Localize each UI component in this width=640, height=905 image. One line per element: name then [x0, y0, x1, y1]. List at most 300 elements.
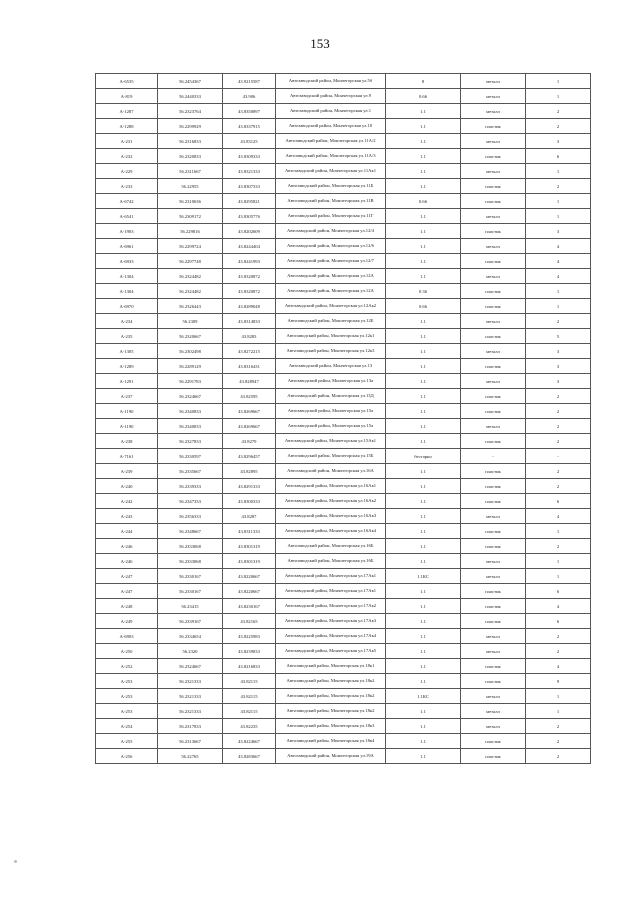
container-volume-cell: 1.1 — [386, 464, 461, 479]
address-cell: Автозаводский район, Мончегорская ул.9 — [276, 89, 386, 104]
container-volume-cell: 1.1 — [386, 524, 461, 539]
longitude-cell: 43.8314833 — [223, 314, 276, 329]
site-id-cell: А-238 — [96, 434, 158, 449]
table-row — [96, 329, 591, 344]
table-row — [96, 719, 591, 734]
container-material-cell: пластик — [461, 659, 526, 674]
table-row — [96, 419, 591, 434]
container-count-cell: 2 — [526, 404, 591, 419]
longitude-cell: 43.8301319 — [223, 539, 276, 554]
container-material-cell: металл — [461, 239, 526, 254]
site-id-cell: А-249 — [96, 614, 158, 629]
table-row — [96, 179, 591, 194]
address-cell: Автозаводский район, Мончегорская ул.12к1 — [276, 329, 386, 344]
address-cell: Автозаводский район, Мончегорская ул.12к3 — [276, 344, 386, 359]
table-row — [96, 464, 591, 479]
address-cell: Автозаводский район, Мончегорская ул.12/4 — [276, 224, 386, 239]
latitude-cell: 56.2333068 — [158, 539, 223, 554]
container-volume-cell: 1.1 — [386, 674, 461, 689]
container-count-cell: 2 — [526, 389, 591, 404]
site-id-cell: А-247 — [96, 584, 158, 599]
latitude-cell: 56.2330597 — [158, 449, 223, 464]
container-material-cell: металл — [461, 554, 526, 569]
longitude-cell: 43.8311333 — [223, 524, 276, 539]
table-row — [96, 404, 591, 419]
container-count-cell: 4 — [526, 599, 591, 614]
container-count-cell: 1 — [526, 524, 591, 539]
site-id-cell: А-247 — [96, 569, 158, 584]
address-cell: Автозаводский район, Мончегорская ул.16Ак3 — [276, 509, 386, 524]
container-volume-cell: 1.1 — [386, 704, 461, 719]
container-count-cell: 1 — [526, 569, 591, 584]
container-volume-cell: 1.1 — [386, 629, 461, 644]
latitude-cell: 56.2289129 — [158, 359, 223, 374]
site-id-cell: А-243 — [96, 509, 158, 524]
longitude-cell: 43.8300333 — [223, 494, 276, 509]
table-body — [96, 74, 591, 764]
container-volume-cell: 1.1 — [386, 224, 461, 239]
container-volume-cell: 1.1 — [386, 599, 461, 614]
container-volume-cell: 0.66 — [386, 194, 461, 209]
longitude-cell: 43.8241993 — [223, 254, 276, 269]
address-cell: Автозаводский район, Мончегорская ул.15Б — [276, 449, 386, 464]
table-row — [96, 224, 591, 239]
longitude-cell: 43.8269667 — [223, 404, 276, 419]
container-count-cell: 6 — [526, 494, 591, 509]
latitude-cell: 56.2313667 — [158, 734, 223, 749]
site-id-cell: А-244 — [96, 524, 158, 539]
latitude-cell: 56.2309172 — [158, 209, 223, 224]
latitude-cell: 56.2327833 — [158, 434, 223, 449]
container-count-cell: 1 — [526, 689, 591, 704]
site-id-cell: А-239 — [96, 464, 158, 479]
address-cell: Автозаводский район, Мончегорская ул.10 — [276, 119, 386, 134]
container-material-cell: металл — [461, 314, 526, 329]
site-id-cell: А-250 — [96, 644, 158, 659]
container-volume-cell: 1.1 — [386, 179, 461, 194]
longitude-cell: 43.8220667 — [223, 569, 276, 584]
longitude-cell: 43.8283667 — [223, 749, 276, 764]
container-count-cell: 9 — [526, 674, 591, 689]
table-row — [96, 704, 591, 719]
longitude-cell: 43.8269667 — [223, 419, 276, 434]
container-volume-cell: 1.1 — [386, 404, 461, 419]
latitude-cell: 56.2309 — [158, 314, 223, 329]
longitude-cell: 43.8350897 — [223, 104, 276, 119]
site-id-cell: А-253 — [96, 674, 158, 689]
site-id-cell: А-253 — [96, 689, 158, 704]
container-material-cell: пластик — [461, 329, 526, 344]
latitude-cell: 56.2330167 — [158, 584, 223, 599]
container-count-cell: 2 — [526, 749, 591, 764]
table-row — [96, 359, 591, 374]
table-row — [96, 524, 591, 539]
latitude-cell: 56.2339333 — [158, 479, 223, 494]
longitude-cell: 43.9215587 — [223, 74, 276, 89]
container-count-cell: 3 — [526, 344, 591, 359]
address-cell: Автозаводский район, Мончегорская ул.11Г — [276, 209, 386, 224]
address-cell: Автозаводский район, Мончегорская ул.11Б — [276, 179, 386, 194]
latitude-cell: 56.2299929 — [158, 119, 223, 134]
container-material-cell: металл — [461, 374, 526, 389]
container-volume-cell: 1.1 — [386, 149, 461, 164]
container-count-cell: 2 — [526, 644, 591, 659]
site-id-cell: А-252 — [96, 659, 158, 674]
longitude-cell: 43.82595 — [223, 389, 276, 404]
container-volume-cell: 1.1 — [386, 584, 461, 599]
container-material-cell: пластик — [461, 614, 526, 629]
longitude-cell: 43.82895 — [223, 464, 276, 479]
site-id-cell: А-1903 — [96, 224, 158, 239]
latitude-cell: 56.2440333 — [158, 89, 223, 104]
container-count-cell: 2 — [526, 419, 591, 434]
address-cell: Автозаводский район, Мончегорская ул.18к2 — [276, 689, 386, 704]
address-cell: Автозаводский район, Мончегорская ул.17Ак5 — [276, 644, 386, 659]
container-count-cell: 4 — [526, 239, 591, 254]
container-material-cell: металл — [461, 704, 526, 719]
container-volume-cell: 1.1 — [386, 359, 461, 374]
table-row — [96, 119, 591, 134]
site-id-cell: А-248 — [96, 599, 158, 614]
container-volume-cell: 1.1 — [386, 659, 461, 674]
site-id-cell: А-7161 — [96, 449, 158, 464]
container-material-cell: пластик — [461, 194, 526, 209]
table-row — [96, 599, 591, 614]
longitude-cell: 43.8279 — [223, 434, 276, 449]
container-volume-cell: 1.1 — [386, 119, 461, 134]
table-row — [96, 494, 591, 509]
site-id-cell: А-1190 — [96, 404, 158, 419]
longitude-cell: 43.8316431 — [223, 359, 276, 374]
address-cell: Автозаводский район, Мончегорская ул.17Ак4 — [276, 629, 386, 644]
container-volume-cell: 1.1КС — [386, 569, 461, 584]
longitude-cell: 43.8202609 — [223, 224, 276, 239]
table-row — [96, 659, 591, 674]
container-material-cell: пластик — [461, 674, 526, 689]
site-id-cell: А-1304 — [96, 269, 158, 284]
container-volume-cell: 1.1 — [386, 209, 461, 224]
address-cell: Автозаводский район, Мончегорская ул.12А — [276, 284, 386, 299]
table-row — [96, 539, 591, 554]
container-count-cell: 2 — [526, 179, 591, 194]
container-volume-cell: 1.1 — [386, 254, 461, 269]
container-volume-cell: 8 — [386, 74, 461, 89]
container-material-cell: пластик — [461, 539, 526, 554]
container-count-cell: 3 — [526, 374, 591, 389]
container-count-cell: 3 — [526, 224, 591, 239]
longitude-cell: 43.8289048 — [223, 299, 276, 314]
latitude-cell: 56.2324667 — [158, 659, 223, 674]
container-volume-cell: 1.1 — [386, 734, 461, 749]
table-row — [96, 134, 591, 149]
longitude-cell: 43.8307333 — [223, 179, 276, 194]
latitude-cell: 56.2321333 — [158, 674, 223, 689]
latitude-cell: 56.2321333 — [158, 704, 223, 719]
site-id-cell: А-240 — [96, 479, 158, 494]
latitude-cell: 56.2333068 — [158, 554, 223, 569]
site-id-cell: А-1305 — [96, 344, 158, 359]
latitude-cell: 56.2299724 — [158, 239, 223, 254]
longitude-cell: 43.82115 — [223, 674, 276, 689]
container-count-cell: 4 — [526, 509, 591, 524]
address-cell: Автозаводский район, Мончегорская ул.12Ак2 — [276, 299, 386, 314]
latitude-cell: 56.2317833 — [158, 719, 223, 734]
container-count-cell: 2 — [526, 434, 591, 449]
latitude-cell: 56.2339167 — [158, 614, 223, 629]
latitude-cell: 56.22955 — [158, 179, 223, 194]
latitude-cell: 56.2324482 — [158, 284, 223, 299]
table-row — [96, 569, 591, 584]
latitude-cell: 56.2348667 — [158, 524, 223, 539]
table-row — [96, 209, 591, 224]
address-cell: Автозаводский район, Мончегорская ул.16Ак1 — [276, 479, 386, 494]
container-count-cell: 2 — [526, 104, 591, 119]
site-id-cell: А-6961 — [96, 239, 158, 254]
address-cell: Автозаводский район, Мончегорская ул.15а — [276, 419, 386, 434]
container-volume-cell: 1.1 — [386, 614, 461, 629]
site-id-cell: А-229 — [96, 164, 158, 179]
longitude-cell: 43.8220667 — [223, 584, 276, 599]
address-cell: Автозаводский район, Мончегорская ул.12/7 — [276, 254, 386, 269]
scan-speck — [14, 860, 17, 863]
table-row — [96, 554, 591, 569]
site-id-cell: А-819 — [96, 89, 158, 104]
latitude-cell: 56.2324667 — [158, 389, 223, 404]
container-volume-cell: 0.66 — [386, 89, 461, 104]
longitude-cell: 43.8320872 — [223, 284, 276, 299]
container-count-cell: 1 — [526, 74, 591, 89]
container-material-cell: - — [461, 449, 526, 464]
container-volume-cell: 1.1 — [386, 164, 461, 179]
container-volume-cell: 1.1 — [386, 419, 461, 434]
container-material-cell: пластик — [461, 284, 526, 299]
container-volume-cell: 1.1 — [386, 644, 461, 659]
address-cell: Автозаводский район, Мончегорская ул.13Д — [276, 389, 386, 404]
address-cell: Автозаводский район, Мончегорская ул.17Ак1 — [276, 584, 386, 599]
site-id-cell: А-256 — [96, 749, 158, 764]
container-material-cell: пластик — [461, 494, 526, 509]
table-row — [96, 284, 591, 299]
site-id-cell: А-6970 — [96, 299, 158, 314]
container-count-cell: 2 — [526, 119, 591, 134]
latitude-cell: 56.2330167 — [158, 569, 223, 584]
latitude-cell: 56.2311667 — [158, 164, 223, 179]
table-row — [96, 239, 591, 254]
latitude-cell: 56.2340833 — [158, 419, 223, 434]
latitude-cell: 56.22765 — [158, 749, 223, 764]
longitude-cell: 43.906 — [223, 89, 276, 104]
table-row — [96, 104, 591, 119]
table-row — [96, 299, 591, 314]
container-count-cell: 3 — [526, 359, 591, 374]
address-cell: Автозаводский район, Мончегорская ул.11В — [276, 194, 386, 209]
site-id-cell: А-234 — [96, 314, 158, 329]
container-volume-cell: 1.1 — [386, 374, 461, 389]
container-volume-cell: 1.1 — [386, 389, 461, 404]
container-material-cell: металл — [461, 419, 526, 434]
container-material-cell: металл — [461, 719, 526, 734]
table-row — [96, 644, 591, 659]
table-row — [96, 374, 591, 389]
container-material-cell: металл — [461, 104, 526, 119]
container-count-cell: 1 — [526, 209, 591, 224]
longitude-cell: 43.82165 — [223, 614, 276, 629]
container-volume-cell: бестарно — [386, 449, 461, 464]
latitude-cell: 56.2320833 — [158, 149, 223, 164]
address-cell: Автозаводский район, Мончегорская ул.17Ак1 — [276, 569, 386, 584]
table-row — [96, 509, 591, 524]
container-material-cell: пластик — [461, 599, 526, 614]
container-volume-cell: 1.1 — [386, 749, 461, 764]
container-volume-cell: 1.1 — [386, 539, 461, 554]
site-id-cell: А-6742 — [96, 194, 158, 209]
latitude-cell: 56.2323764 — [158, 104, 223, 119]
container-volume-cell: 1.1 — [386, 494, 461, 509]
site-id-cell: А-1289 — [96, 359, 158, 374]
latitude-cell: 56.2334654 — [158, 629, 223, 644]
latitude-cell: 56.2310636 — [158, 194, 223, 209]
table-row — [96, 629, 591, 644]
table-row — [96, 149, 591, 164]
container-count-cell: 2 — [526, 464, 591, 479]
container-material-cell: пластик — [461, 734, 526, 749]
container-volume-cell: 1.1 — [386, 554, 461, 569]
container-material-cell: пластик — [461, 119, 526, 134]
address-cell: Автозаводский район, Мончегорская ул.19А — [276, 749, 386, 764]
container-volume-cell: 0.36 — [386, 284, 461, 299]
address-cell: Автозаводский район, Мончегорская ул.1 — [276, 104, 386, 119]
longitude-cell: 43.8320872 — [223, 269, 276, 284]
table-row — [96, 74, 591, 89]
longitude-cell: 43.8291333 — [223, 479, 276, 494]
longitude-cell: 43.82115 — [223, 704, 276, 719]
longitude-cell: 43.8244404 — [223, 239, 276, 254]
address-cell: Автозаводский район, Мончегорская ул.13 — [276, 359, 386, 374]
container-count-cell: 4 — [526, 659, 591, 674]
container-volume-cell: 1.1 — [386, 344, 461, 359]
address-cell: Автозаводский район, Мончегорская ул.18к2 — [276, 674, 386, 689]
longitude-cell: 43.8337915 — [223, 119, 276, 134]
site-id-cell: А-1291 — [96, 374, 158, 389]
container-count-cell: 4 — [526, 254, 591, 269]
latitude-cell: 56.2454367 — [158, 74, 223, 89]
container-material-cell: металл — [461, 134, 526, 149]
container-material-cell: пластик — [461, 749, 526, 764]
container-count-cell: 6 — [526, 584, 591, 599]
container-volume-cell: 1.1 — [386, 434, 461, 449]
container-material-cell: пластик — [461, 389, 526, 404]
latitude-cell: 56.2320 — [158, 644, 223, 659]
container-material-cell: пластик — [461, 179, 526, 194]
container-material-cell: металл — [461, 509, 526, 524]
address-cell: Автозаводский район, Мончегорская ул.17Ак3 — [276, 614, 386, 629]
container-material-cell: пластик — [461, 404, 526, 419]
container-volume-cell: 1.1 — [386, 239, 461, 254]
site-id-cell: А-255 — [96, 734, 158, 749]
table-row — [96, 449, 591, 464]
container-count-cell: 2 — [526, 314, 591, 329]
latitude-cell: 56.2340833 — [158, 404, 223, 419]
address-cell: Автозаводский район, Мончегорская ул.16Ак2 — [276, 494, 386, 509]
table-row — [96, 584, 591, 599]
container-count-cell: 4 — [526, 269, 591, 284]
table-row — [96, 389, 591, 404]
container-volume-cell: 1.1КС — [386, 689, 461, 704]
container-count-cell: 5 — [526, 329, 591, 344]
site-id-cell: А-242 — [96, 494, 158, 509]
longitude-cell: 43.8230167 — [223, 599, 276, 614]
container-count-cell: 6 — [526, 149, 591, 164]
table-row — [96, 749, 591, 764]
container-material-cell: пластик — [461, 524, 526, 539]
table-row — [96, 479, 591, 494]
latitude-cell: 56.23415 — [158, 599, 223, 614]
container-material-cell: металл — [461, 209, 526, 224]
container-material-cell: пластик — [461, 299, 526, 314]
site-id-cell: А-231 — [96, 134, 158, 149]
container-material-cell: пластик — [461, 224, 526, 239]
container-volume-cell: 1.1 — [386, 479, 461, 494]
container-count-cell: 1 — [526, 284, 591, 299]
address-cell: Автозаводский район, Мончегорская ул.16А — [276, 464, 386, 479]
page-number: 153 — [310, 36, 330, 51]
longitude-cell: 43.8225983 — [223, 629, 276, 644]
site-id-cell: А-232 — [96, 149, 158, 164]
container-volume-cell: 1.1 — [386, 104, 461, 119]
table-row — [96, 164, 591, 179]
longitude-cell: 43.8224667 — [223, 734, 276, 749]
longitude-cell: 43.83125 — [223, 134, 276, 149]
address-cell: Автозаводский район, Мончегорская ул.18к4 — [276, 734, 386, 749]
container-count-cell: 1 — [526, 89, 591, 104]
site-id-cell: А-6541 — [96, 209, 158, 224]
site-id-cell: А-246 — [96, 539, 158, 554]
address-cell: Автозаводский район, Мончегорская ул.11А/3 — [276, 149, 386, 164]
table-row — [96, 674, 591, 689]
container-volume-cell: 1.1 — [386, 134, 461, 149]
address-cell: Автозаводский район, Мончегорская ул.12Б — [276, 314, 386, 329]
latitude-cell: 56.2321333 — [158, 689, 223, 704]
container-count-cell: 1 — [526, 554, 591, 569]
address-cell: Автозаводский район, Мончегорская ул.16Б — [276, 554, 386, 569]
latitude-cell: 56.2326443 — [158, 299, 223, 314]
latitude-cell: 56.2356333 — [158, 509, 223, 524]
container-material-cell: металл — [461, 74, 526, 89]
container-volume-cell: 1.1 — [386, 509, 461, 524]
longitude-cell: 43.8272215 — [223, 344, 276, 359]
container-count-cell: 2 — [526, 719, 591, 734]
latitude-cell: 56.2320667 — [158, 329, 223, 344]
site-id-cell: А-237 — [96, 389, 158, 404]
container-material-cell: пластик — [461, 464, 526, 479]
latitude-cell: 56.2302498 — [158, 344, 223, 359]
container-count-cell: 1 — [526, 194, 591, 209]
address-cell: Автозаводский район, Мончегорская ул.18к1 — [276, 659, 386, 674]
longitude-cell: 43.8239833 — [223, 644, 276, 659]
longitude-cell: 43.82115 — [223, 689, 276, 704]
longitude-cell: 43.8283 — [223, 329, 276, 344]
address-cell: Автозаводский район, Мончегорская ул.17Ак2 — [276, 599, 386, 614]
container-material-cell: металл — [461, 689, 526, 704]
table-row — [96, 89, 591, 104]
latitude-cell: 56.2347333 — [158, 494, 223, 509]
table-row — [96, 344, 591, 359]
table-row — [96, 434, 591, 449]
container-count-cell: 6 — [526, 614, 591, 629]
container-volume-cell: 1.1 — [386, 329, 461, 344]
container-material-cell: металл — [461, 569, 526, 584]
latitude-cell: 56.2316833 — [158, 134, 223, 149]
